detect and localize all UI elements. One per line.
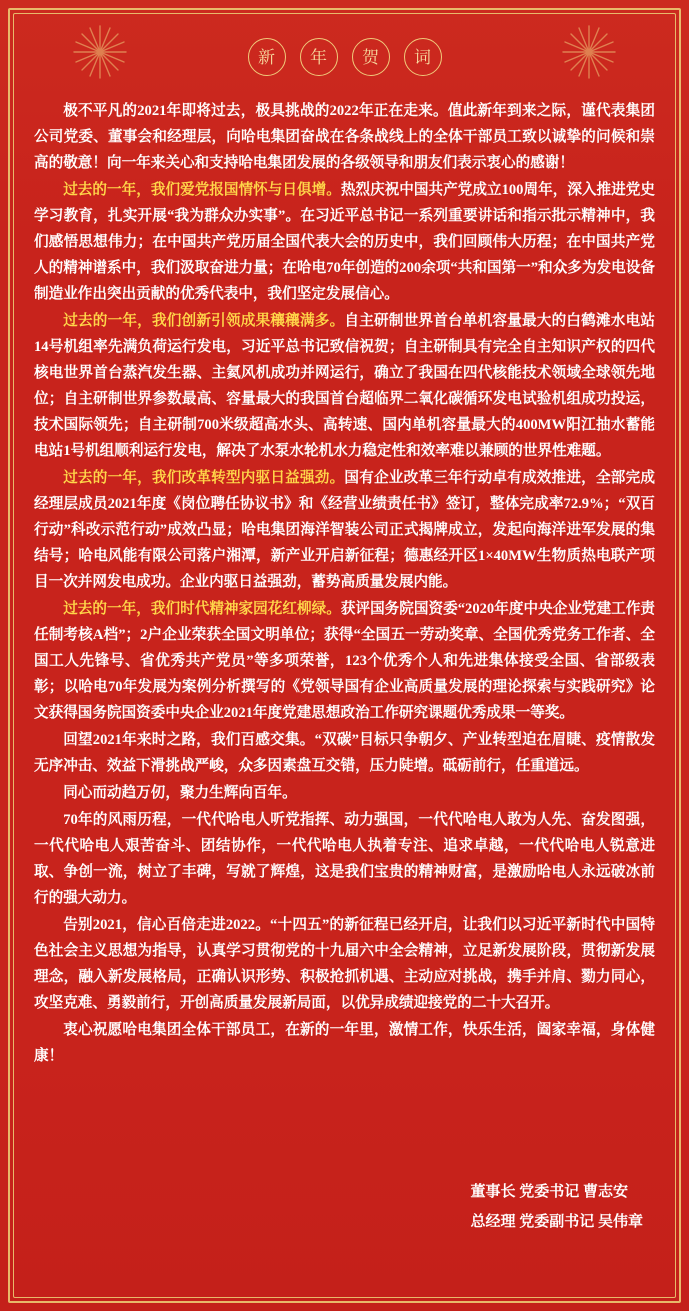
seal-char-1: 新 (248, 38, 286, 76)
paragraph-5-text: 获评国务院国资委“2020年度中央企业党建工作责任制考核A档”；2户企业荣获全国文明单位；获得“全国五一劳动奖章、全国优秀党务工作者、全国工人先锋号、省优秀共产党员”等多项荣誉，123个优秀个人和先进集体接受全国、省部级表彰；以哈电70年发展为案例分析撰写的《党领导国有企业高质量发展的理论探索与实践研究》论文获得国务院国资委中央企业2021年度党建思想政治工作研究课题优秀成果一等奖。 (34, 601, 655, 721)
paragraph-2 (34, 177, 655, 307)
signature-line-general-manager: 总经理 党委副书记 吴伟章 (470, 1214, 643, 1230)
paragraph-2-lead: 过去的一年，我们爱党报国情怀与日俱增。 (63, 182, 341, 198)
signature-block (470, 1177, 643, 1237)
paragraph-3-lead: 过去的一年，我们创新引领成果穰穰满多。 (63, 313, 345, 329)
paragraph-8-text: 70年的风雨历程，一代代哈电人听党指挥、动力强国，一代代哈电人敢为人先、奋发图强，一代代哈电人艰苦奋斗、团结协作，一代代哈电人执着专注、追求卓越，一代代哈电人锐意进取、争创一流，树立了丰碑，写就了辉煌，这是我们宝贵的精神财富，是激励哈电人永远破冰前行的强大动力。 (34, 812, 655, 906)
paragraph-9-text: 告别2021，信心百倍走进2022。“十四五”的新征程已经开启，让我们以习近平新时代中国特色社会主义思想为指导，认真学习贯彻党的十九届六中全会精神，立足新发展阶段，贯彻新发展理念，融入新发展格局，正确认识形势、积极抢抓机遇、主动应对挑战，携手并肩、勠力同心，攻坚克难、勇毅前行，开创高质量发展新局面，以优异成绩迎接党的二十大召开。 (34, 917, 655, 1011)
paragraph-6 (34, 727, 655, 779)
paragraph-7 (34, 780, 655, 806)
paragraph-2-text: 热烈庆祝中国共产党成立100周年，深入推进党史学习教育，扎实开展“我为群众办实事”。在习近平总书记一系列重要讲话和指示批示精神中，我们感悟思想伟力；在中国共产党历届全国代表大会的历史中，我们回顾伟大历程；在中国共产党人的精神谱系中，我们汲取奋进力量；在哈电70年创造的200余项“共和国第一”和众多为发电设备制造业作出突出贡献的优秀代表中，我们坚定发展信心。 (34, 182, 655, 302)
letter-body (34, 98, 655, 1070)
paragraph-3-text: 自主研制世界首台单机容量最大的白鹤滩水电站14号机组率先满负荷运行发电，习近平总书记致信祝贺；自主研制具有完全自主知识产权的四代核电世界首台蒸汽发生器、主氦风机成功并网运行，确立了我国在四代核能技术领域全球领先地位；自主研制世界参数最高、容量最大的我国首台超临界二氧化碳循环发电试验机组成功投运，技术国际领先；自主研制700米级超高水头、高转速、国内单机容量最大的400MW阳江抽水蓄能电站1号机组顺利运行发电，解决了水泵水轮机水力稳定性和效率难以兼顾的世界性难题。 (34, 313, 655, 459)
paragraph-3 (34, 308, 655, 464)
paragraph-5-lead: 过去的一年，我们时代精神家园花红柳绿。 (63, 601, 341, 617)
paragraph-4-text: 国有企业改革三年行动卓有成效推进，全部完成经理层成员2021年度《岗位聘任协议书》和《经营业绩责任书》签订，整体完成率72.9%；“双百行动”科改示范行动”成效凸显；哈电集团海洋智装公司正式揭牌成立，发起向海洋进军发展的集结号；哈电风能有限公司落户湘潭，新产业开启新征程；德惠经开区1×40MW生物质热电联产项目一次并网发电成功。企业内驱日益强劲，蓄势高质量发展内能。 (34, 470, 655, 590)
seal-char-2: 年 (300, 38, 338, 76)
seal-char-3: 贺 (352, 38, 390, 76)
paragraph-8 (34, 807, 655, 911)
paragraph-9 (34, 912, 655, 1016)
title-seals (0, 38, 689, 76)
paragraph-4-lead: 过去的一年，我们改革转型内驱日益强劲。 (63, 470, 345, 486)
paragraph-1 (34, 98, 655, 176)
paragraph-5 (34, 596, 655, 726)
paragraph-7-text: 同心而动趋万仞，聚力生辉向百年。 (63, 785, 297, 801)
paragraph-10 (34, 1017, 655, 1069)
seal-char-4: 词 (404, 38, 442, 76)
paragraph-4 (34, 465, 655, 595)
paragraph-6-text: 回望2021年来时之路，我们百感交集。“双碳”目标只争朝夕、产业转型迫在眉睫、疫情散发无序冲击、效益下滑挑战严峻，众多因素盘互交错，压力陡增。砥砺前行，任重道远。 (34, 732, 655, 774)
signature-line-chairman: 董事长 党委书记 曹志安 (470, 1184, 628, 1200)
paragraph-1-text: 极不平凡的2021年即将过去，极具挑战的2022年正在走来。值此新年到来之际，谨代表集团公司党委、董事会和经理层，向哈电集团奋战在各条战线上的全体干部员工致以诚挚的问候和崇高的敬意！向一年来关心和支持哈电集团发展的各级领导和朋友们表示衷心的感谢！ (34, 103, 655, 171)
paragraph-10-text: 衷心祝愿哈电集团全体干部员工，在新的一年里，激情工作，快乐生活，阖家幸福，身体健康！ (34, 1022, 655, 1064)
